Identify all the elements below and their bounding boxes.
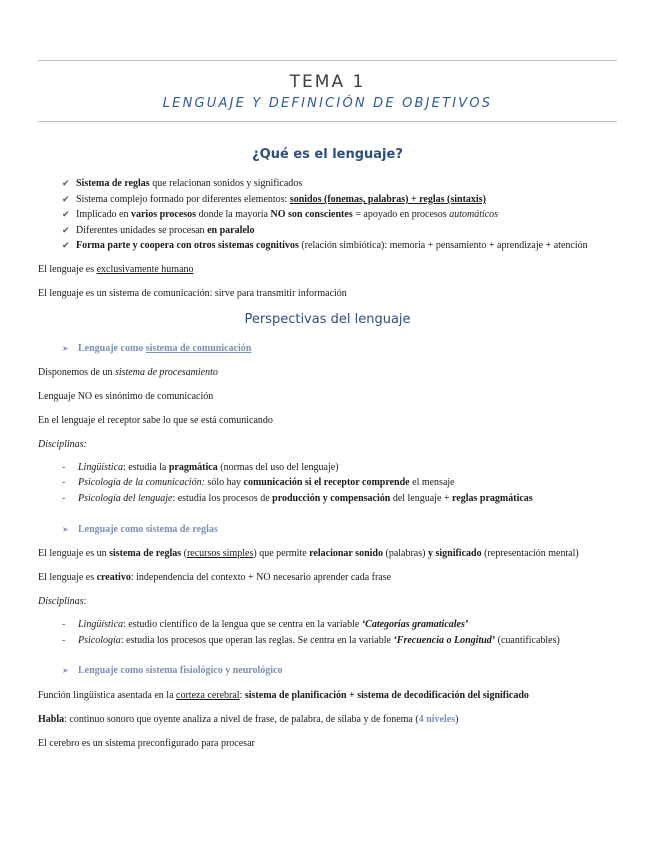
discipline-item: - Psicología: estudia los procesos que operan las reglas. Se centra en la variable ‘Frecuencia o Longitud’ (cuantificables) — [62, 635, 560, 646]
checklist-item: ✔ Sistema complejo formado por diferentes elementos: sonidos (fonemas, palabras) + reglas (sintaxis) — [62, 194, 486, 205]
checklist-item: ✔ Forma parte y coopera con otros sistemas cognitivos (relación simbiótica): memoria + pensamiento + aprendizaje + atención — [62, 240, 588, 251]
paragraph: Lenguaje NO es sinónimo de comunicación — [38, 391, 214, 402]
discipline-item: - Psicología del lenguaje: estudia los procesos de producción y compensación del lenguaje + reglas pragmáticas — [62, 493, 533, 504]
checklist-item: ✔ Sistema de reglas que relacionan sonidos y significados — [62, 178, 303, 189]
paragraph: En el lenguaje el receptor sabe lo que se está comunicando — [38, 415, 273, 426]
paragraph: El lenguaje es exclusivamente humano — [38, 264, 194, 275]
disciplinas-label: Disciplinas: — [38, 439, 87, 450]
subheading-fisiologico: ➤ Lenguaje como sistema fisiológico y neurológico — [62, 665, 283, 676]
section-heading-perspectivas: Perspectivas del lenguaje — [244, 312, 411, 327]
paragraph: Habla: continuo sonoro que oyente analiza a nivel de frase, de palabra, de sílaba y de fonema (4 niveles) — [38, 714, 459, 725]
paragraph: El lenguaje es un sistema de comunicación: sirve para transmitir información — [38, 288, 347, 299]
discipline-item: - Psicología de la comunicación: sólo hay comunicación si el receptor comprende el mensaje — [62, 477, 455, 488]
checklist-item: ✔ Diferentes unidades se procesan en paralelo — [62, 225, 255, 236]
arrow-right-icon: ➤ — [62, 666, 69, 675]
top-rule — [38, 60, 617, 61]
dash-icon: - — [62, 477, 66, 488]
section-heading-que-es: ¿Qué es el lenguaje? — [252, 147, 403, 162]
arrow-right-icon: ➤ — [62, 344, 69, 353]
check-icon: ✔ — [62, 210, 70, 220]
checklist-item: ✔ Implicado en varios procesos donde la mayoría NO son conscientes = apoyado en procesos automáticos — [62, 209, 499, 220]
dash-icon: - — [62, 462, 66, 473]
discipline-item: - Lingüística: estudia la pragmática (normas del uso del lenguaje) — [62, 462, 339, 473]
paragraph: El lenguaje es creativo: independencia del contexto + NO necesario aprender cada frase — [38, 572, 392, 583]
paragraph: Función lingüística asentada en la corteza cerebral: sistema de planificación + sistema de decodificación del significado — [38, 690, 529, 701]
arrow-right-icon: ➤ — [62, 525, 69, 534]
doc-subtitle: LENGUAJE Y DEFINICIÓN DE OBJETIVOS — [162, 96, 493, 111]
dash-icon: - — [62, 635, 66, 646]
doc-title: TEMA 1 — [289, 72, 366, 92]
check-icon: ✔ — [62, 241, 70, 251]
paragraph: Disponemos de un sistema de procesamiento — [38, 367, 218, 378]
check-icon: ✔ — [62, 179, 70, 189]
check-icon: ✔ — [62, 226, 70, 236]
paragraph: El lenguaje es un sistema de reglas (recursos simples) que permite relacionar sonido (palabras) y significado (representación mental) — [38, 548, 579, 559]
subheading-comunicacion: ➤ Lenguaje como sistema de comunicación — [62, 343, 252, 354]
discipline-item: - Lingüística: estudio científico de la lengua que se centra en la variable ‘Categorías gramaticales’ — [62, 619, 469, 630]
disciplinas-label: Disciplinas: — [38, 596, 87, 607]
title-rule — [38, 121, 617, 122]
check-icon: ✔ — [62, 195, 70, 205]
paragraph: El cerebro es un sistema preconfigurado para procesar — [38, 738, 255, 749]
dash-icon: - — [62, 619, 66, 630]
dash-icon: - — [62, 493, 66, 504]
subheading-reglas: ➤ Lenguaje como sistema de reglas — [62, 524, 218, 535]
